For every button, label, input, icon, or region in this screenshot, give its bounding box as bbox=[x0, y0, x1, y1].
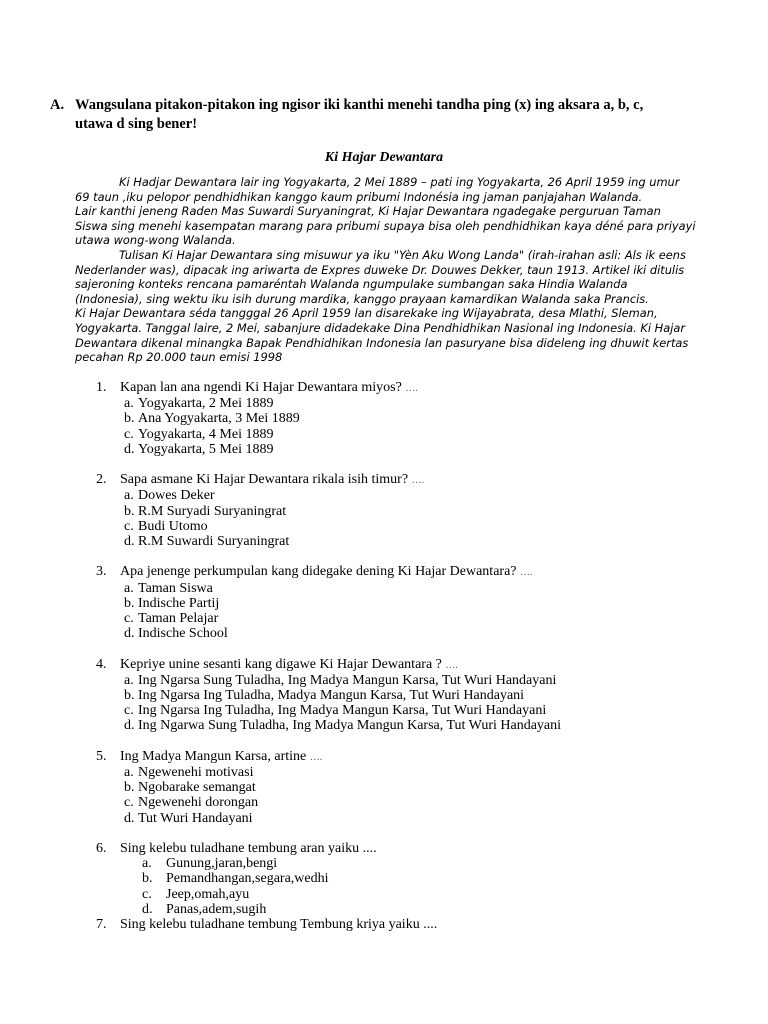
option-letter: d. bbox=[124, 718, 135, 734]
answer-option-c[interactable] bbox=[96, 427, 736, 442]
passage-line: Ki Hajar Dewantara séda tangggal 26 April 1959 lan disarekake ing Wijayabrata, desa Mlathi, Sleman, bbox=[75, 306, 658, 321]
passage-line: (Indonesia), sing wektu iku isih durung mardika, kanggo prayaan kamardikan Walanda saka Prancis. bbox=[75, 291, 649, 306]
passage-line: Ki Hadjar Dewantara lair ing Yogyakarta, 2 Mei 1889 – pati ing Yogyakarta, 26 April 1959 ing umur bbox=[119, 175, 680, 189]
option-letter: d. bbox=[124, 534, 135, 550]
passage-line: pecahan Rp 20.000 taun emisi 1998 bbox=[75, 350, 283, 365]
option-text: Ing Ngarwa Sung Tuladha, Ing Madya Mangun Karsa, Tut Wuri Handayani bbox=[138, 718, 562, 734]
passage-line: Nederlander was), dipacak ing ariwarta de Expres duweke Dr. Douwes Dekker, taun 1913. Artikel iki ditulis bbox=[75, 262, 685, 277]
option-text: Indische School bbox=[138, 626, 228, 642]
option-letter: a. bbox=[124, 488, 134, 504]
answer-blank: …. bbox=[445, 659, 458, 671]
option-text: Taman Pelajar bbox=[138, 611, 219, 627]
instruction-line: Wangsulana pitakon-pitakon ing ngisor iki kanthi menehi tandha ping (x) ing aksara a, b, c, bbox=[75, 97, 644, 113]
option-letter: d. bbox=[142, 901, 153, 917]
option-text: Tut Wuri Handayani bbox=[138, 810, 253, 826]
answer-blank: …. bbox=[520, 567, 533, 579]
answer-option-d[interactable] bbox=[96, 626, 736, 641]
answer-option-c[interactable] bbox=[96, 887, 736, 902]
passage-line: Yogyakarta. Tanggal laire, 2 Mei, sabanjure didadekake Dina Pendhidhikan Nasional ing Indonesia. Ki Hajar bbox=[75, 320, 686, 335]
question-number: 5. bbox=[96, 748, 107, 764]
passage-title: Ki Hajar Dewantara bbox=[324, 150, 444, 165]
option-letter: c. bbox=[124, 703, 134, 719]
option-text: Ngobarake semangat bbox=[138, 780, 256, 796]
option-letter: c. bbox=[142, 886, 152, 902]
option-letter: c. bbox=[124, 426, 134, 442]
answer-option-d[interactable] bbox=[96, 718, 736, 733]
instruction-line: utawa d sing bener! bbox=[75, 116, 198, 132]
question-number: 2. bbox=[96, 472, 107, 488]
passage-line: Siswa sing menehi kasempatan marang para pribumi supaya bisa oleh pendhidhikan kaya déné para priyayi bbox=[75, 218, 696, 233]
option-letter: a. bbox=[124, 672, 134, 688]
question-2 bbox=[96, 472, 736, 549]
question-6 bbox=[96, 841, 736, 917]
question-text bbox=[96, 380, 736, 396]
option-text: R.M Suryadi Suryaningrat bbox=[138, 503, 287, 519]
passage-line: sajeroning konteks rencana pamaréntah Walanda ngumpulake sumbangan saka Hindia Walanda bbox=[75, 277, 628, 292]
option-letter: b. bbox=[124, 688, 135, 704]
option-text: Jeep,omah,ayu bbox=[166, 886, 250, 902]
option-letter: a. bbox=[124, 396, 134, 412]
option-text: Ing Ngarsa Ing Tuladha, Madya Mangun Karsa, Tut Wuri Handayani bbox=[138, 688, 525, 704]
option-text: Panas,adem,sugih bbox=[166, 901, 267, 917]
answer-option-b[interactable] bbox=[96, 504, 736, 519]
option-letter: c. bbox=[124, 611, 134, 627]
question-number: 6. bbox=[96, 841, 107, 857]
answer-option-b[interactable] bbox=[96, 411, 736, 426]
answer-option-d[interactable] bbox=[96, 811, 736, 826]
answer-option-c[interactable] bbox=[96, 795, 736, 810]
option-text: R.M Suwardi Suryaningrat bbox=[138, 534, 290, 550]
section-label: A. bbox=[50, 97, 65, 113]
answer-blank: …. bbox=[411, 475, 425, 487]
answer-option-a[interactable] bbox=[96, 673, 736, 688]
option-letter: b. bbox=[124, 503, 135, 519]
question-prompt: Sing kelebu tuladhane tembung Tembung kriya yaiku .... bbox=[120, 917, 438, 933]
option-letter: b. bbox=[124, 411, 135, 427]
answer-option-c[interactable] bbox=[96, 703, 736, 718]
question-prompt: Kapan lan ana ngendi Ki Hajar Dewantara miyos? bbox=[120, 380, 402, 395]
passage-line: Tulisan Ki Hajar Dewantara sing misuwur ya iku "Yèn Aku Wong Landa" (irah-irahan asli: Als ik eens bbox=[119, 247, 686, 262]
passage-line: utawa wong-wong Walanda. bbox=[75, 233, 236, 248]
answer-option-a[interactable] bbox=[96, 856, 736, 871]
option-letter: c. bbox=[124, 795, 134, 811]
option-letter: b. bbox=[124, 780, 135, 796]
instruction bbox=[50, 96, 730, 134]
option-letter: c. bbox=[124, 518, 134, 534]
option-text: Dowes Deker bbox=[138, 488, 215, 504]
answer-blank: …. bbox=[309, 751, 323, 763]
option-text: Ngewenehi motivasi bbox=[138, 765, 254, 781]
answer-option-a[interactable] bbox=[96, 765, 736, 780]
option-text: Yogyakarta, 2 Mei 1889 bbox=[138, 396, 274, 412]
question-prompt: Kepriye unine sesanti kang digawe Ki Hajar Dewantara ? bbox=[120, 656, 442, 672]
answer-option-b[interactable] bbox=[96, 688, 736, 703]
option-letter: a. bbox=[124, 765, 134, 781]
passage-line: Dewantara dikenal minangka Bapak Pendhidhikan Indonesia lan pasuryane bisa dideleng ing dhuwit kertas bbox=[75, 335, 689, 350]
passage-line: 69 taun ,iku pelopor pendhidhikan kanggo kaum pribumi Indonésia ing jaman panjajahan Walanda. bbox=[75, 189, 643, 204]
answer-option-c[interactable] bbox=[96, 611, 736, 626]
question-text bbox=[96, 657, 736, 673]
question-text bbox=[96, 917, 736, 932]
question-number: 1. bbox=[96, 380, 107, 395]
answer-option-c[interactable] bbox=[96, 519, 736, 534]
question-7 bbox=[96, 917, 736, 932]
question-number: 3. bbox=[96, 564, 107, 580]
option-text: Ngewenehi dorongan bbox=[138, 795, 259, 811]
answer-option-d[interactable] bbox=[96, 534, 736, 549]
question-text bbox=[96, 749, 736, 765]
question-number: 7. bbox=[96, 917, 107, 933]
option-text: Yogyakarta, 4 Mei 1889 bbox=[138, 426, 274, 442]
option-letter: d. bbox=[124, 441, 135, 457]
question-5 bbox=[96, 749, 736, 826]
option-text: Ing Ngarsa Sung Tuladha, Ing Madya Mangun Karsa, Tut Wuri Handayani bbox=[138, 672, 557, 688]
reading-passage bbox=[75, 175, 715, 365]
answer-option-d[interactable] bbox=[96, 902, 736, 917]
answer-option-b[interactable] bbox=[96, 780, 736, 795]
answer-option-a[interactable] bbox=[96, 488, 736, 503]
question-text bbox=[96, 841, 736, 856]
question-number: 4. bbox=[96, 656, 107, 672]
question-prompt: Sapa asmane Ki Hajar Dewantara rikala isih timur? bbox=[120, 472, 409, 488]
answer-option-a[interactable] bbox=[96, 581, 736, 596]
question-text bbox=[96, 564, 736, 580]
question-1 bbox=[96, 380, 736, 457]
answer-option-b[interactable] bbox=[96, 596, 736, 611]
question-prompt: Ing Madya Mangun Karsa, artine bbox=[120, 748, 307, 764]
option-letter: b. bbox=[142, 871, 153, 887]
option-text: Yogyakarta, 5 Mei 1889 bbox=[138, 441, 274, 457]
question-text bbox=[96, 472, 736, 488]
option-text: Ana Yogyakarta, 3 Mei 1889 bbox=[138, 411, 300, 427]
question-prompt: Apa jenenge perkumpulan kang didegake dening Ki Hajar Dewantara? bbox=[120, 564, 517, 580]
answer-option-b[interactable] bbox=[96, 871, 736, 886]
option-text: Gunung,jaran,bengi bbox=[166, 856, 278, 872]
option-text: Ing Ngarsa Ing Tuladha, Ing Madya Mangun Karsa, Tut Wuri Handayani bbox=[138, 703, 547, 719]
option-letter: a. bbox=[124, 580, 134, 596]
option-letter: d. bbox=[124, 810, 135, 826]
option-letter: a. bbox=[142, 856, 152, 872]
answer-option-a[interactable] bbox=[96, 396, 736, 411]
answer-blank: …. bbox=[405, 383, 418, 394]
question-3 bbox=[96, 564, 736, 641]
question-4 bbox=[96, 657, 736, 734]
question-prompt: Sing kelebu tuladhane tembung aran yaiku .... bbox=[120, 841, 377, 857]
option-text: Indische Partij bbox=[138, 595, 220, 611]
answer-option-d[interactable] bbox=[96, 442, 736, 457]
passage-line: Lair kanthi jeneng Raden Mas Suwardi Suryaningrat, Ki Hajar Dewantara ngadegake perguruan Taman bbox=[75, 204, 661, 219]
option-text: Budi Utomo bbox=[138, 518, 208, 534]
question-list bbox=[96, 380, 736, 947]
option-text: Pemandhangan,segara,wedhi bbox=[166, 871, 329, 887]
option-letter: d. bbox=[124, 626, 135, 642]
option-letter: b. bbox=[124, 595, 135, 611]
option-text: Taman Siswa bbox=[138, 580, 213, 596]
